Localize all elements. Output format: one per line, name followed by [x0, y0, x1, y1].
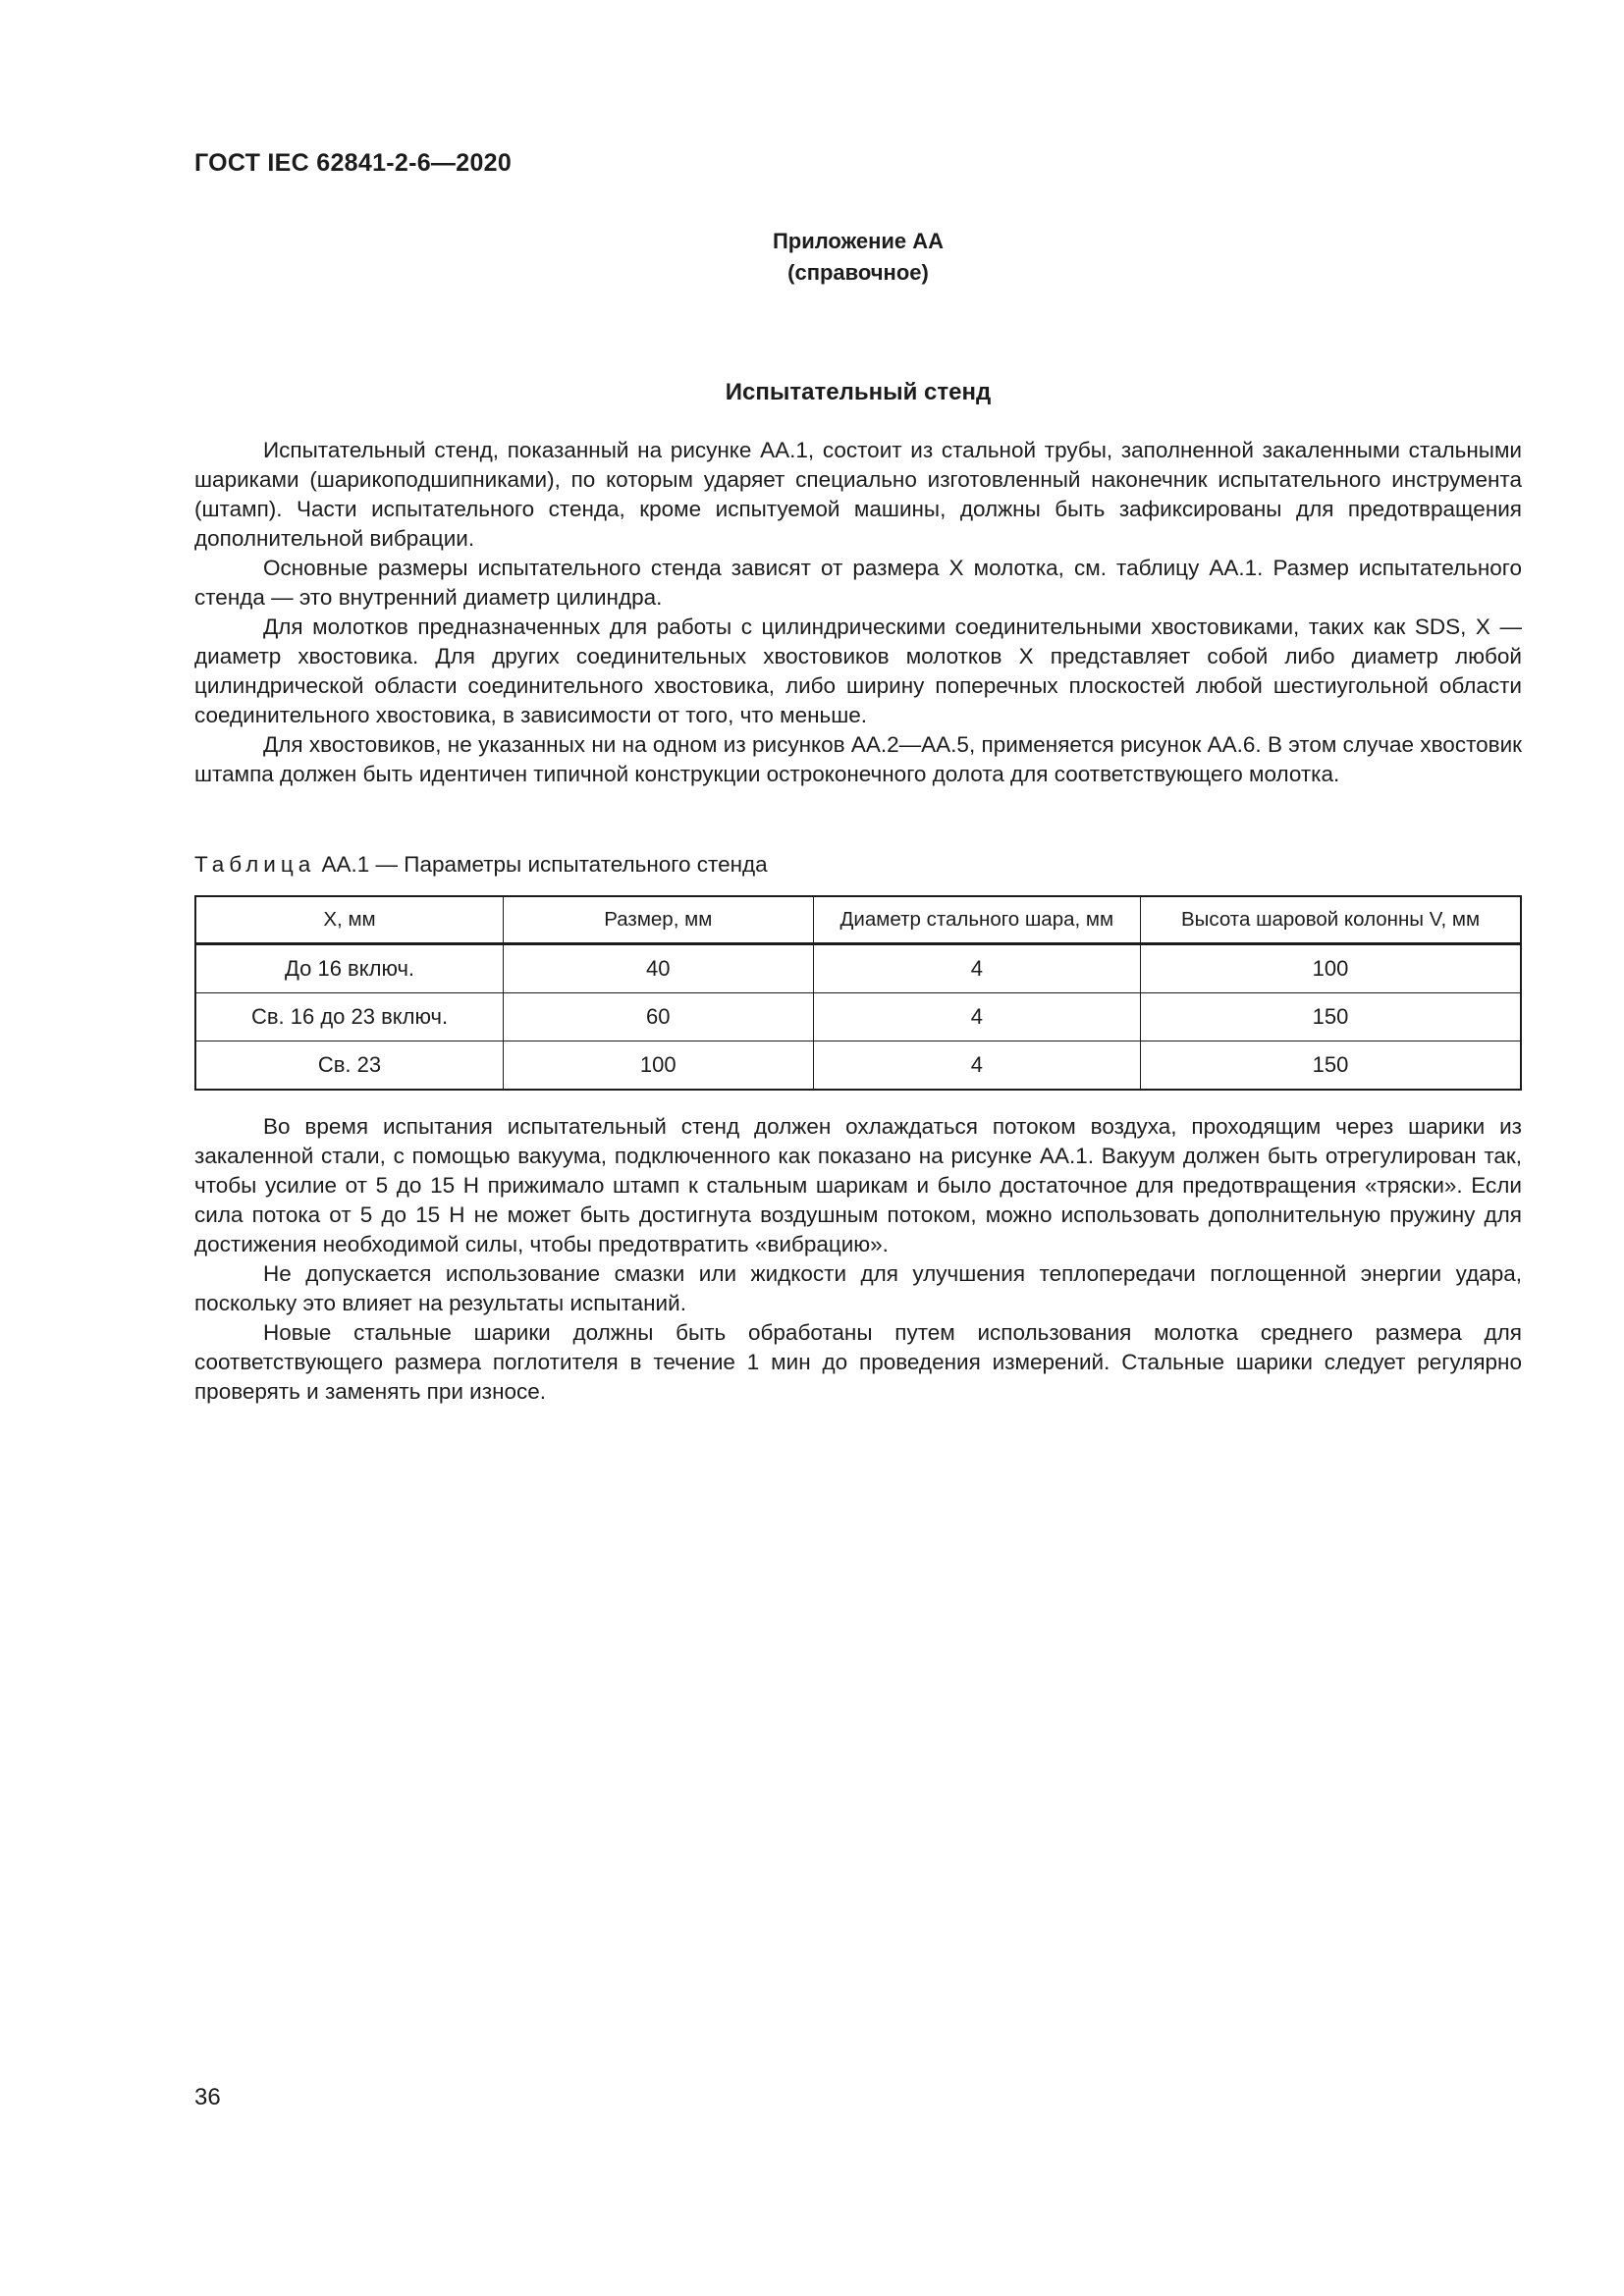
table-cell: Св. 16 до 23 включ.	[195, 993, 504, 1041]
table-row	[195, 1041, 1521, 1091]
table-cell: 4	[813, 944, 1141, 993]
table-cell: 60	[504, 993, 814, 1041]
document-code: ГОСТ IEC 62841-2-6—2020	[194, 149, 513, 177]
annex-title: Приложение АА	[772, 229, 945, 253]
paragraph: Основные размеры испытательного стенда зависят от размера X молотка, см. таблицу АА.1. Размер испытательного стенда — это внутренний диаметр цилиндра.	[194, 556, 1522, 610]
section-title: Испытательный стенд	[725, 379, 992, 405]
table-header-cell: X, мм	[195, 896, 504, 944]
table-header-row	[195, 896, 1521, 944]
table-caption-label: Таблица	[194, 852, 316, 877]
table-header-cell: Размер, мм	[504, 896, 814, 944]
table-row	[195, 993, 1521, 1041]
table-header-cell: Диаметр стального шара, мм	[813, 896, 1141, 944]
closing-text	[194, 1112, 1522, 1407]
table-cell: Св. 23	[195, 1041, 504, 1091]
paragraph: Для молотков предназначенных для работы с цилиндрическими соединительными хвостовиками, таких как SDS, X — диаметр хвостовика. Для других соединительных хвостовиков молотков X представляет собой либо диаметр любой цилиндрической области соединительного хвостовика, либо ширину поперечных плоскостей любой шестиугольной области соединительного хвостовика, в зависимости от того, что меньше.	[194, 614, 1522, 727]
page-number: 36	[194, 2084, 221, 2110]
table-caption-text: АА.1 — Параметры испытательного стенда	[315, 852, 768, 877]
table-header-cell: Высота шаровой колонны V, мм	[1141, 896, 1521, 944]
paragraph: Испытательный стенд, показанный на рисунке АА.1, состоит из стальной трубы, заполненной закаленными стальными шариками (шарикоподшипниками), по которым ударяет специально изготовленный наконечник испытательного инструмента (штамп). Части испытательного стенда, кроме испытуемой машины, должны быть зафиксированы для предотвращения дополнительной вибрации.	[194, 438, 1522, 551]
paragraph: Не допускается использование смазки или жидкости для улучшения теплопередачи поглощенной энергии удара, поскольку это влияет на результаты испытаний.	[194, 1261, 1522, 1315]
paragraph: Новые стальные шарики должны быть обработаны путем использования молотка среднего размера для соответствующего размера поглотителя в течение 1 мин до проведения измерений. Стальные шарики следует регулярно проверять и заменять при износе.	[194, 1320, 1522, 1404]
table-caption	[194, 852, 768, 878]
table-cell: 4	[813, 1041, 1141, 1091]
intro-text	[194, 436, 1522, 789]
table-row	[195, 944, 1521, 993]
parameters-table	[194, 895, 1522, 1091]
table-cell: 4	[813, 993, 1141, 1041]
table-cell: До 16 включ.	[195, 944, 504, 993]
annex-heading	[194, 226, 1522, 289]
table-cell: 100	[504, 1041, 814, 1091]
table-cell: 100	[1141, 944, 1521, 993]
table-cell: 150	[1141, 993, 1521, 1041]
paragraph: Во время испытания испытательный стенд должен охлаждаться потоком воздуха, проходящим через шарики из закаленной стали, с помощью вакуума, подключенного как показано на рисунке АА.1. Вакуум должен быть отрегулирован так, чтобы усилие от 5 до 15 Н прижимало штамп к стальным шарикам и было достаточное для предотвращения «тряски». Если сила потока от 5 до 15 Н не может быть достигнута воздушным потоком, можно использовать дополнительную пружину для достижения необходимой силы, чтобы предотвратить «вибрацию».	[194, 1114, 1522, 1256]
table-cell: 150	[1141, 1041, 1521, 1091]
table-cell: 40	[504, 944, 814, 993]
annex-subtitle: (справочное)	[787, 260, 929, 285]
paragraph: Для хвостовиков, не указанных ни на одном из рисунков АА.2—АА.5, применяется рисунок АА.6. В этом случае хвостовик штампа должен быть идентичен типичной конструкции остроконечного долота для соответствующего молотка.	[194, 732, 1522, 786]
